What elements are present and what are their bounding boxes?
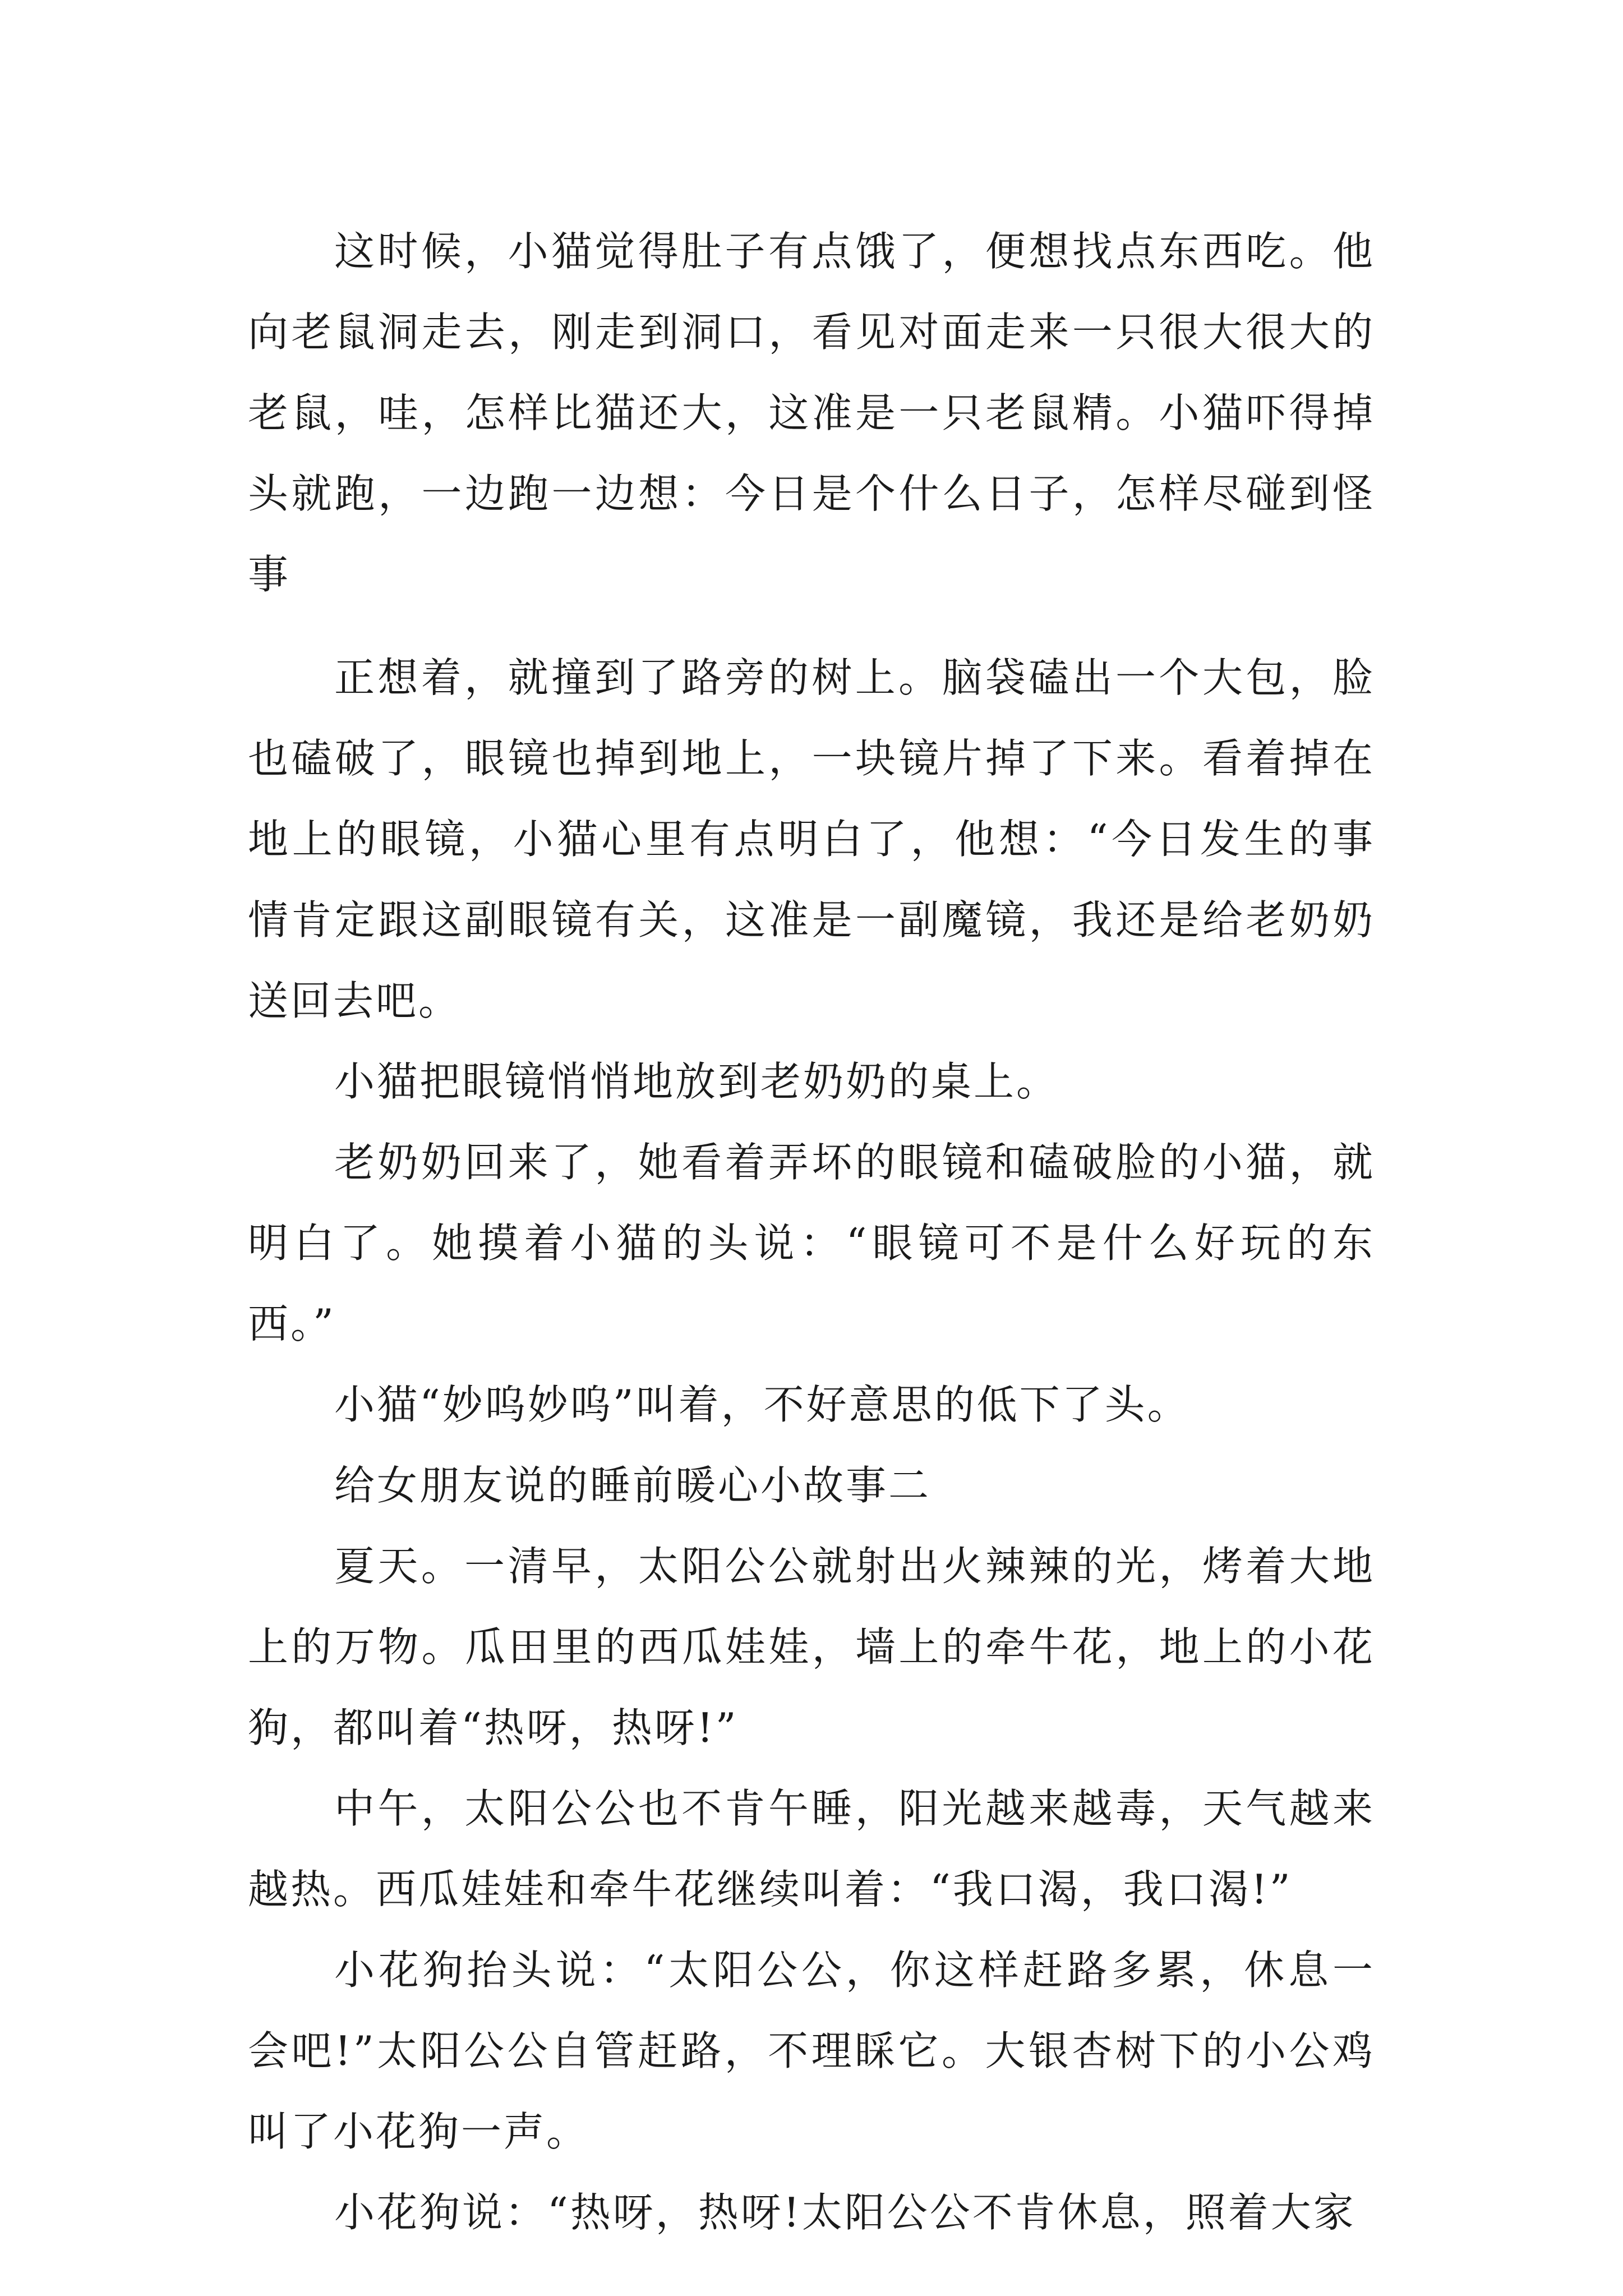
paragraph: 夏天。一清早，太阳公公就射出火辣辣的光，烤着大地上的万物。瓜田里的西瓜娃娃，墙上的牵牛花，地上的小花狗，都叫着“热呀，热呀!” bbox=[248, 1543, 1375, 1751]
paragraph: 小猫“妙呜妙呜”叫着，不好意思的低下了头。 bbox=[334, 1381, 1190, 1428]
paragraph: 正想着，就撞到了路旁的树上。脑袋磕出一个大包，脸也磕破了，眼镜也掉到地上，一块镜片掉了下来。看着掉在地上的眼镜，小猫心里有点明白了，他想：“今日发生的事情肯定跟这副眼镜有关，这准是一副魔镜，我还是给老奶奶送回去吧。 bbox=[248, 654, 1375, 1024]
paragraph: 小花狗说：“热呀，热呀!太阳公公不肯休息，照着大家 bbox=[334, 2189, 1356, 2236]
paragraph: 老奶奶回来了，她看着弄坏的眼镜和磕破脸的小猫，就明白了。她摸着小猫的头说：“眼镜可不是什么好玩的东西。” bbox=[248, 1139, 1375, 1347]
paragraph: 这时候，小猫觉得肚子有点饿了，便想找点东西吃。他向老鼠洞走去，刚走到洞口，看见对面走来一只很大很大的老鼠，哇，怎样比猫还大，这准是一只老鼠精。小猫吓得掉头就跑，一边跑一边想：今日是个什么日子，怎样尽碰到怪事 bbox=[248, 228, 1375, 598]
section-heading: 给女朋友说的睡前暖心小故事二 bbox=[334, 1462, 932, 1509]
paragraph: 小花狗抬头说：“太阳公公，你这样赶路多累，休息一会吧!”太阳公公自管赶路，不理睬它。大银杏树下的小公鸡叫了小花狗一声。 bbox=[248, 1947, 1375, 2155]
paragraph: 中午，太阳公公也不肯午睡，阳光越来越毒，天气越来越热。西瓜娃娃和牵牛花继续叫着：“我口渴，我口渴!” bbox=[248, 1785, 1375, 1913]
body-text bbox=[248, 211, 1375, 2253]
paragraph: 小猫把眼镜悄悄地放到老奶奶的桌上。 bbox=[334, 1058, 1059, 1105]
